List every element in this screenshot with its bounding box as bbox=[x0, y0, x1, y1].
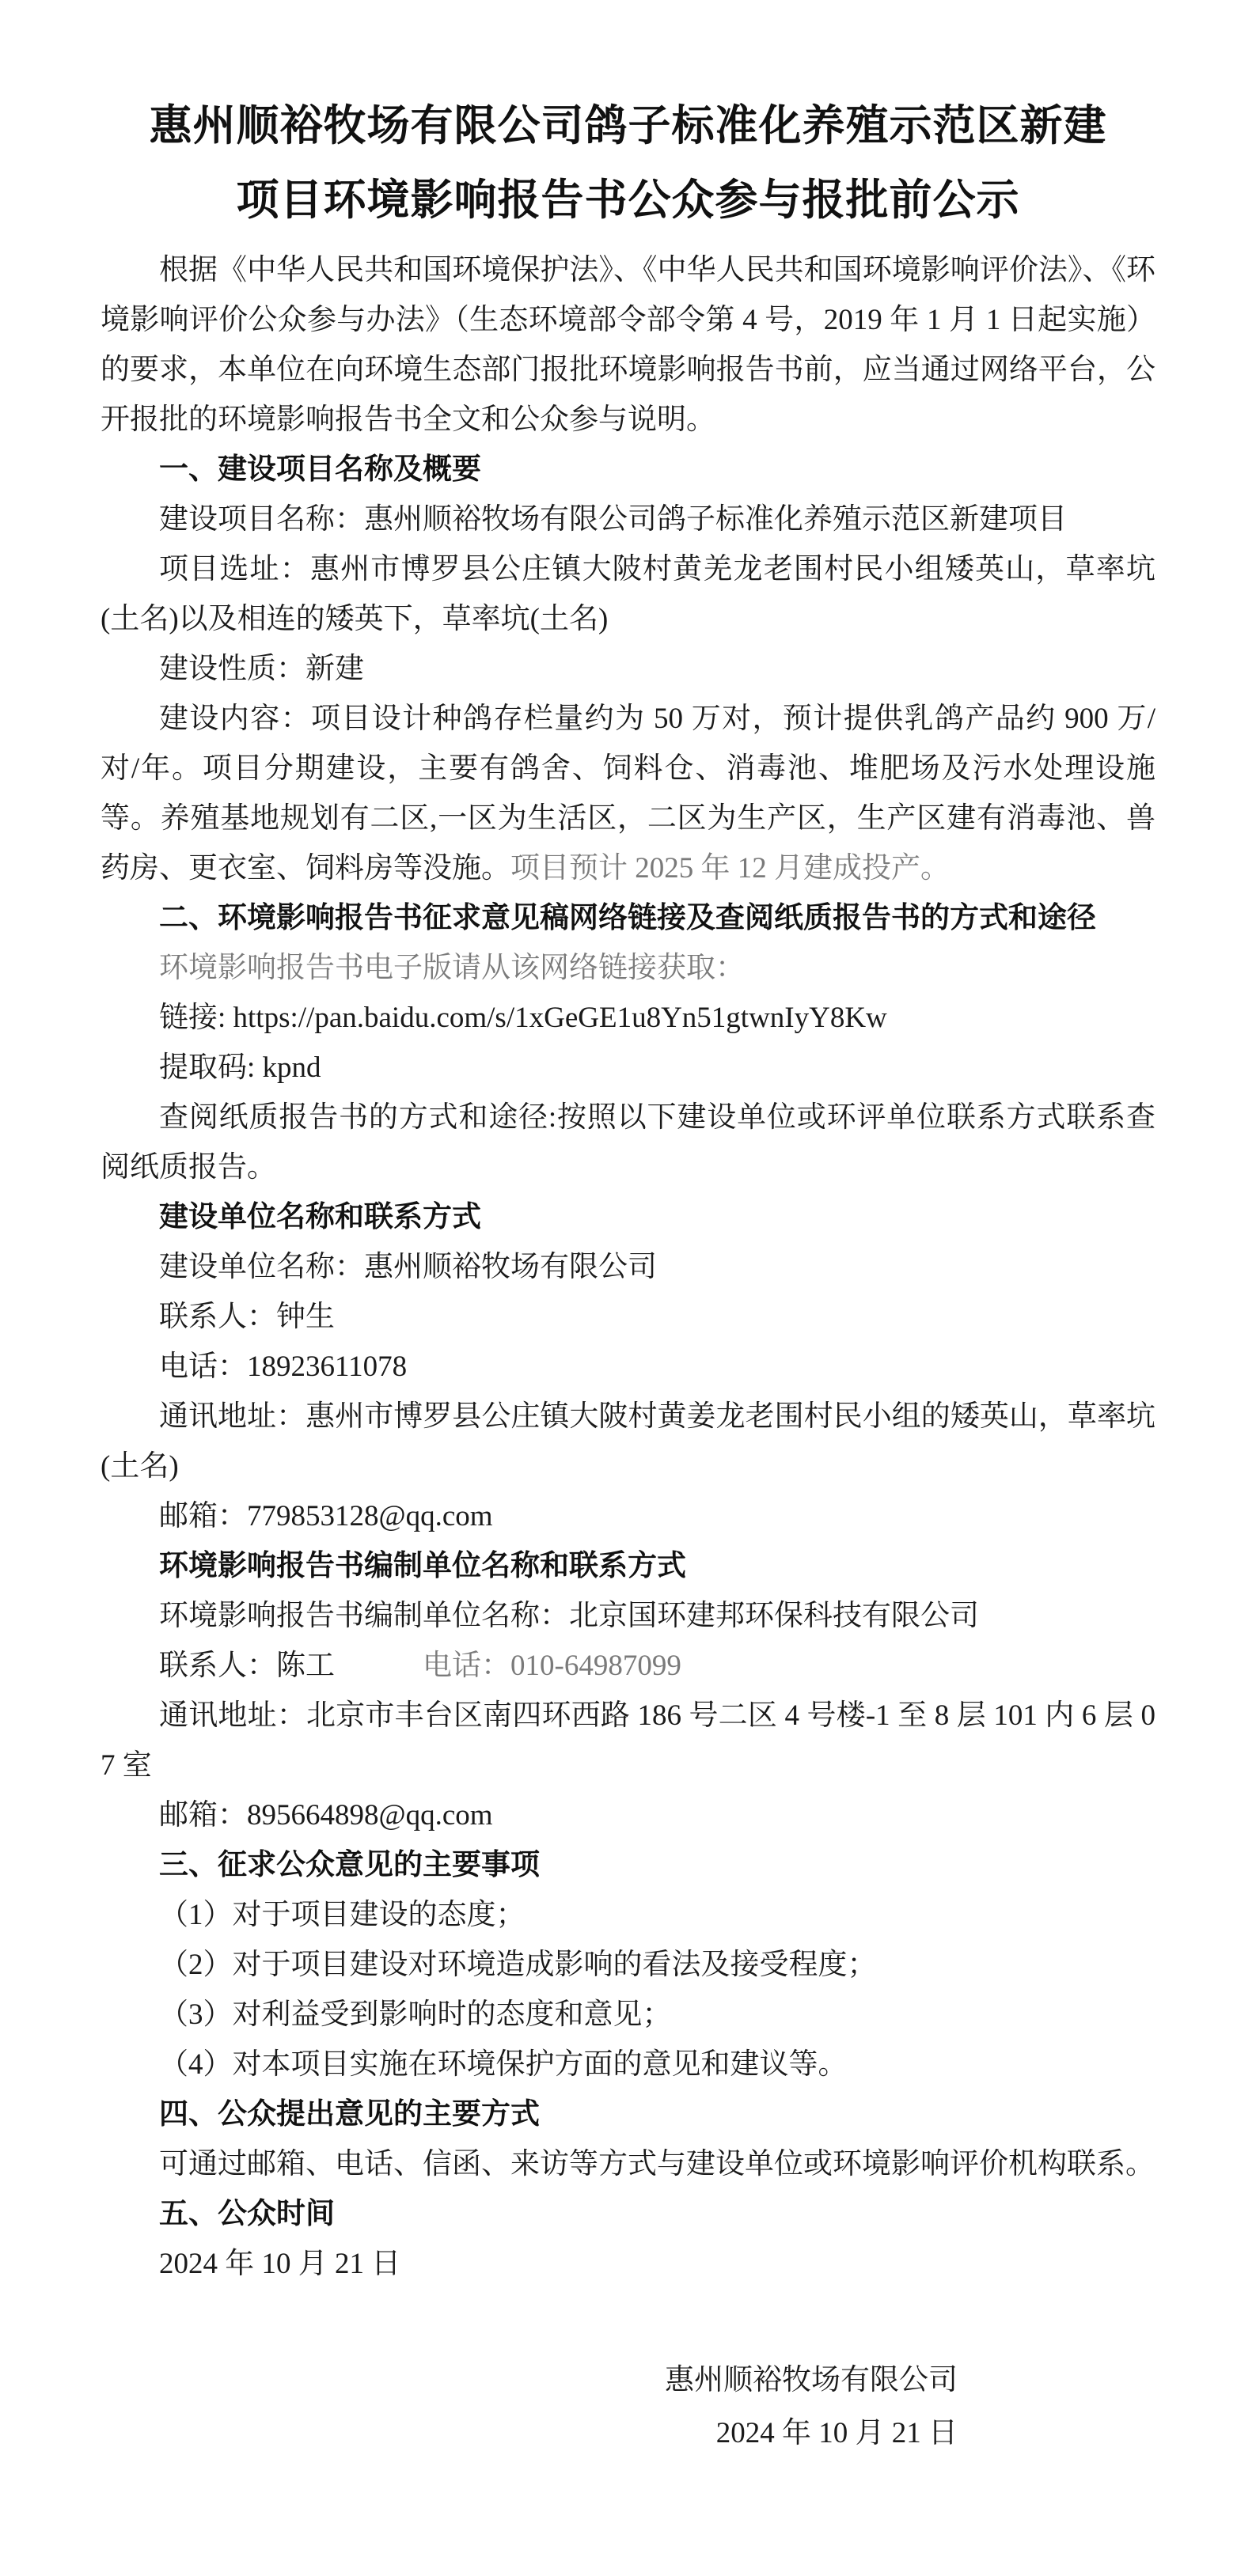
text-run: 建设单位名称：惠州顺裕牧场有限公司 bbox=[159, 1251, 657, 1283]
paragraph bbox=[101, 2139, 1155, 2189]
paragraph bbox=[101, 245, 1155, 445]
footer-company: 惠州顺裕牧场有限公司 bbox=[665, 2364, 958, 2396]
text-run: 链接: https://pan.baidu.com/s/1xGeGE1u8Yn51gtwnIyY8Kw bbox=[159, 1002, 887, 1034]
paragraph bbox=[101, 1242, 1155, 1292]
text-run: （2）对于项目建设对环境造成影响的看法及接受程度； bbox=[159, 1949, 877, 1981]
text-run: 联系人：陈工 bbox=[159, 1650, 423, 1682]
paragraph bbox=[101, 644, 1155, 694]
paragraph bbox=[101, 1292, 1155, 1342]
text-run: 二、环境影响报告书征求意见稿网络链接及查阅纸质报告书的方式和途径 bbox=[159, 902, 1096, 934]
paragraph bbox=[101, 1342, 1155, 1392]
footer-date: 2024 年 10 月 21 日 bbox=[715, 2417, 958, 2449]
paragraph bbox=[101, 2040, 1155, 2089]
text-run: 建设内容：项目设计种鸽存栏量约为 50 万对，预计提供乳鸽产品约 900 万/对/年。项目分期建设，主要有鸽舍、饲料仓、消毒池、堆肥场及污水处理设施等。养殖基地规划有二区,一区为生活区，二区为生产区，生产区建有消毒池、兽药房、更衣室、饲料房等没施。 bbox=[101, 703, 1155, 885]
section-heading bbox=[101, 1192, 1155, 1242]
paragraph bbox=[101, 1491, 1155, 1541]
muted-text-run: 环境影响报告书电子版请从该网络链接获取： bbox=[159, 952, 745, 984]
text-run: 提取码: kpnd bbox=[159, 1051, 321, 1084]
text-run: 2024 年 10 月 21 日 bbox=[159, 2248, 401, 2280]
document-title-line-2: 项目环境影响报告书公众参与报批前公示 bbox=[236, 176, 1020, 224]
paragraph bbox=[101, 1990, 1155, 2040]
text-run: 三、征求公众意见的主要事项 bbox=[159, 1849, 540, 1881]
section-heading bbox=[101, 1840, 1155, 1890]
text-run: 查阅纸质报告书的方式和途径:按照以下建设单位或环评单位联系方式联系查阅纸质报告。 bbox=[101, 1101, 1155, 1184]
paragraph bbox=[101, 1043, 1155, 1093]
paragraph bbox=[101, 1940, 1155, 1990]
text-run: 邮箱：895664898@qq.com bbox=[159, 1799, 493, 1832]
section-heading bbox=[101, 1541, 1155, 1591]
section-heading bbox=[101, 893, 1155, 943]
paragraph bbox=[101, 943, 1155, 993]
paragraph bbox=[101, 1093, 1155, 1192]
paragraph bbox=[101, 1890, 1155, 1940]
paragraph bbox=[101, 694, 1155, 893]
text-run: 电话：18923611078 bbox=[159, 1351, 408, 1383]
text-run: （4）对本项目实施在环境保护方面的意见和建议等。 bbox=[159, 2048, 848, 2081]
text-run: （1）对于项目建设的态度； bbox=[159, 1899, 526, 1931]
text-run: 建设项目名称：惠州顺裕牧场有限公司鸽子标准化养殖示范区新建项目 bbox=[159, 503, 1067, 536]
paragraph bbox=[101, 2239, 1155, 2289]
text-run: 五、公众时间 bbox=[159, 2198, 335, 2230]
text-run: 一、建设项目名称及概要 bbox=[159, 453, 481, 486]
text-run: 可通过邮箱、电话、信函、来访等方式与建设单位或环境影响评价机构联系。 bbox=[159, 2148, 1155, 2180]
section-heading bbox=[101, 2189, 1155, 2239]
muted-text-run: 项目预计 2025 年 12 月建成投产。 bbox=[510, 852, 950, 885]
text-run: （3）对利益受到影响时的态度和意见； bbox=[159, 1998, 672, 2031]
text-run: 四、公众提出意见的主要方式 bbox=[159, 2098, 540, 2131]
paragraph bbox=[101, 1591, 1155, 1641]
document-footer bbox=[101, 2354, 958, 2460]
text-run: 环境影响报告书编制单位名称和联系方式 bbox=[159, 1550, 686, 1582]
paragraph bbox=[101, 1392, 1155, 1491]
paragraph bbox=[101, 544, 1155, 644]
text-run: 项目选址：惠州市博罗县公庄镇大陂村黄羌龙老围村民小组矮英山，草率坑(土名)以及相连的矮英下，草率坑(土名) bbox=[101, 553, 1155, 635]
text-run: 通讯地址：惠州市博罗县公庄镇大陂村黄姜龙老围村民小组的矮英山，草率坑(土名) bbox=[101, 1400, 1155, 1483]
text-run: 根据《中华人民共和国环境保护法》、《中华人民共和国环境影响评价法》、《环境影响评价公众参与办法》（生态环境部令部令第 4 号，2019 年 1 月 1 日起实施）的要求，本单位在向环境生态部门报批环境影响报告书前，应当通过网络平台，公开报批的环境影响报告书全文和公众参与说明。 bbox=[101, 254, 1155, 436]
section-heading bbox=[101, 445, 1155, 494]
text-run: 建设单位名称和联系方式 bbox=[159, 1201, 481, 1233]
paragraph bbox=[101, 494, 1155, 544]
document-title bbox=[101, 89, 1155, 237]
section-heading bbox=[101, 2089, 1155, 2139]
text-run: 通讯地址：北京市丰台区南四环西路 186 号二区 4 号楼-1 至 8 层 101 内 6 层 07 室 bbox=[101, 1699, 1155, 1782]
text-run: 联系人：钟生 bbox=[159, 1301, 335, 1333]
document-title-line-1: 惠州顺裕牧场有限公司鸽子标准化养殖示范区新建 bbox=[149, 102, 1107, 150]
muted-text-run: 电话：010-64987099 bbox=[423, 1650, 681, 1682]
paragraph bbox=[101, 1691, 1155, 1790]
document-body bbox=[101, 245, 1155, 2289]
text-run: 环境影响报告书编制单位名称：北京国环建邦环保科技有限公司 bbox=[159, 1600, 979, 1632]
text-run: 邮箱：779853128@qq.com bbox=[159, 1500, 493, 1532]
paragraph bbox=[101, 1641, 1155, 1691]
paragraph bbox=[101, 1790, 1155, 1840]
paragraph bbox=[101, 993, 1155, 1043]
text-run: 建设性质：新建 bbox=[159, 653, 364, 685]
